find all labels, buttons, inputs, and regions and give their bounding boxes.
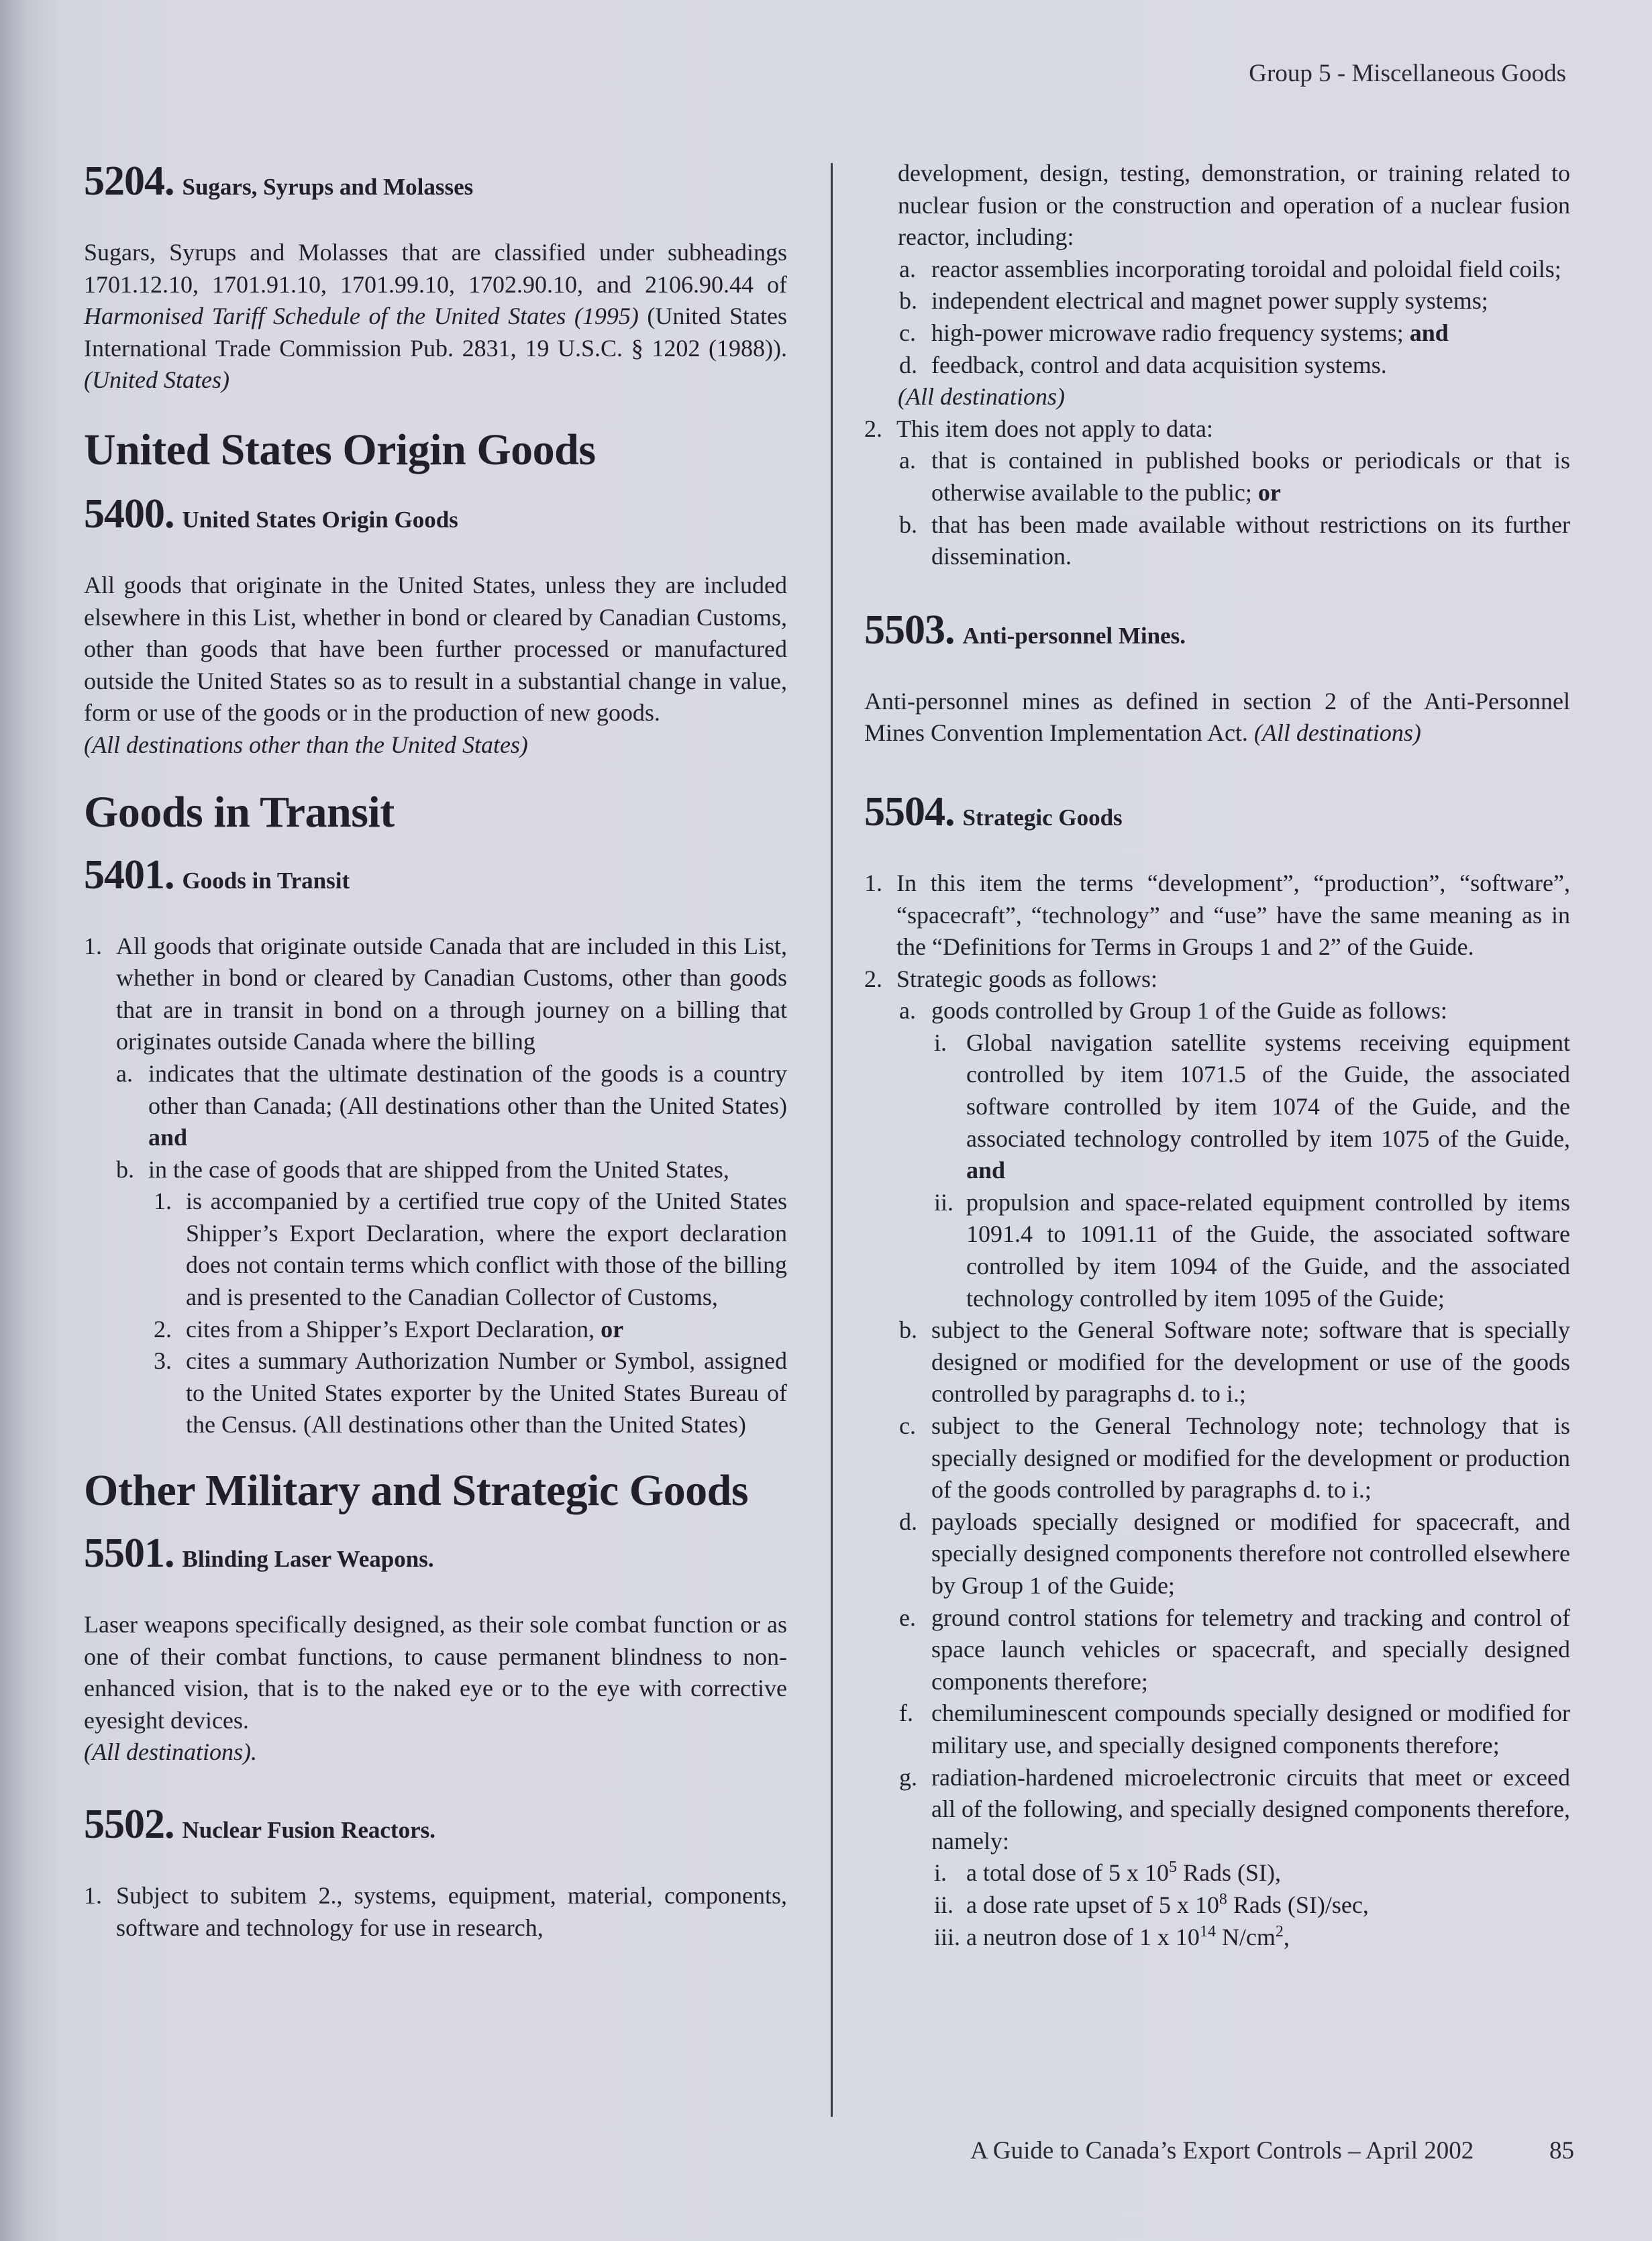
list-text: ground control stations for telemetry and tracking and control of space launch vehicles or spacecraft, and specially designed components therefore;	[931, 1604, 1570, 1695]
section-title: United States Origin Goods	[182, 506, 458, 533]
list-item	[84, 931, 787, 1058]
group-heading-us-origin: United States Origin Goods	[84, 425, 596, 474]
list-marker: ii.	[934, 1891, 954, 1918]
list-marker: 2.	[864, 415, 882, 442]
list-item	[864, 1187, 1570, 1314]
section-title: Blinding Laser Weapons.	[182, 1546, 434, 1573]
list-item	[864, 995, 1570, 1027]
list-text-part: cites from a Shipper’s Export Declaration,	[186, 1315, 601, 1343]
list-text-part: high-power microwave radio frequency systems;	[931, 319, 1410, 346]
list-item	[864, 1857, 1570, 1889]
list-item	[864, 963, 1570, 996]
exponent: 5	[1168, 1859, 1177, 1877]
left-column	[84, 158, 787, 1944]
list-text	[966, 1857, 1570, 1889]
list-marker: b.	[116, 1155, 134, 1183]
list-text: subject to the General Technology note; technology that is specially designed or modified for the development or production of the goods controlled by paragraphs d. to i.;	[931, 1412, 1570, 1504]
list-item	[864, 1922, 1570, 1954]
body-text: Sugars, Syrups and Molasses that are classified under subheadings 1701.12.10, 1701.91.10, 1701.99.10, 1702.90.10, and 2106.90.44 of	[84, 239, 787, 298]
list-text	[966, 1027, 1570, 1187]
conjunction: or	[601, 1315, 624, 1343]
list-item	[84, 1314, 787, 1346]
list-text	[931, 445, 1570, 509]
section-number: 5400.	[84, 490, 174, 537]
section-5401-heading	[84, 851, 787, 898]
destination-note: (All destinations)	[898, 383, 1065, 411]
list-item	[84, 1154, 787, 1186]
section-title: Sugars, Syrups and Molasses	[182, 174, 474, 200]
list-text: goods controlled by Group 1 of the Guide as follows:	[931, 997, 1447, 1025]
list-text: feedback, control and data acquisition systems.	[931, 351, 1387, 378]
section-number: 5503.	[864, 607, 955, 653]
list-text: Subject to subitem 2., systems, equipment, material, components, software and technology for use in research,	[116, 1882, 787, 1941]
list-marker: a.	[899, 447, 916, 474]
list-text	[966, 1922, 1570, 1954]
list-item	[84, 1880, 787, 1944]
section-title: Strategic Goods	[962, 804, 1123, 831]
list-text: subject to the General Software note; software that is specially designed or modified for the development or use of the goods controlled by paragraphs d. to i.;	[931, 1316, 1570, 1408]
list-marker: c.	[899, 319, 916, 346]
list-text: in the case of goods that are shipped from the United States,	[148, 1155, 729, 1183]
list-item	[864, 1410, 1570, 1506]
section-title: Anti-personnel Mines.	[962, 622, 1186, 649]
section-number: 5504.	[864, 788, 955, 835]
list-marker: c.	[899, 1412, 916, 1439]
conjunction: or	[1257, 478, 1281, 506]
list-text: reactor assemblies incorporating toroidal and poloidal field coils;	[931, 255, 1561, 282]
list-text-part: a dose rate upset of 5 x 10	[966, 1891, 1219, 1918]
list-text	[966, 1889, 1570, 1922]
list-item	[864, 1506, 1570, 1602]
list-text-part: indicates that the ultimate destination of the goods is a country other than Canada; (All destinations other than the United States)	[148, 1059, 787, 1119]
list-item	[864, 254, 1570, 286]
list-item	[864, 350, 1570, 382]
list-text-part: N/cm	[1215, 1923, 1276, 1950]
section-5400-heading	[84, 490, 787, 537]
list-text: Strategic goods as follows:	[896, 965, 1157, 992]
page-number: 85	[1549, 2137, 1574, 2165]
conjunction: and	[148, 1124, 188, 1151]
list-marker: i.	[934, 1029, 947, 1056]
list-text: All goods that originate outside Canada that are included in this List, whether in bond or cleared by Canadian Customs, other than goods that are in transit in bond on a through journey on a billing that originates outside Canada where the billing	[116, 932, 787, 1055]
list-item	[84, 1058, 787, 1154]
list-text: propulsion and space-related equipment controlled by items 1091.4 to 1091.11 of the Guide, the associated software controlled by item 1094 of the Guide, and the associated technology controlled by item 1095 of the Guide;	[966, 1188, 1570, 1312]
conjunction: and	[1409, 319, 1449, 346]
list-marker: ii.	[934, 1188, 954, 1216]
list-text: independent electrical and magnet power supply systems;	[931, 287, 1488, 315]
destination-note: (United States)	[84, 366, 229, 394]
section-5501-body: Laser weapons specifically designed, as their sole combat function or as one of their combat functions, to cause permanent blindness to non-enhanced vision, that is to the naked eye or to the eye with corrective eyesight devices.	[84, 1611, 787, 1734]
list-text: In this item the terms “development”, “production”, “software”, “spacecraft”, “technology” and “use” have the same meaning as in the “Definitions for Terms in Groups 1 and 2” of the Guide.	[896, 869, 1570, 961]
list-item	[864, 285, 1570, 317]
exponent: 2	[1275, 1922, 1284, 1940]
list-marker: b.	[899, 287, 917, 315]
list-item	[864, 317, 1570, 350]
section-number: 5401.	[84, 851, 174, 898]
group-heading-military: Other Military and Strategic Goods	[84, 1466, 749, 1516]
list-item	[864, 1314, 1570, 1410]
list-item	[864, 1602, 1570, 1698]
section-title: Nuclear Fusion Reactors.	[182, 1817, 435, 1843]
list-text	[186, 1314, 787, 1346]
list-item	[864, 1027, 1570, 1187]
list-marker: 2.	[154, 1315, 172, 1343]
list-text-part: a total dose of 5 x 10	[966, 1859, 1169, 1887]
list-text: chemiluminescent compounds specially designed or modified for military use, and specially designed components therefore;	[931, 1700, 1570, 1759]
list-text: This item does not apply to data:	[896, 415, 1213, 442]
exponent: 14	[1199, 1922, 1216, 1940]
list-item	[84, 1345, 787, 1441]
list-text-part: Global navigation satellite systems receiving equipment controlled by item 1071.5 of the Guide, the associated software controlled by item 1074 of the Guide, and the associated technology controlled by item 1075 of the Guide,	[966, 1029, 1570, 1152]
list-text: that has been made available without restrictions on its further dissemination.	[931, 511, 1570, 570]
body-text: (United States International Trade Commission Pub. 2831, 19 U.S.C. § 1202 (1988)).	[84, 303, 787, 362]
list-marker: 1.	[154, 1188, 172, 1215]
section-number: 5502.	[84, 1802, 174, 1847]
list-marker: 1.	[864, 869, 882, 896]
section-5204-heading	[84, 158, 787, 205]
section-5503-body	[864, 686, 1570, 749]
section-5503-heading	[864, 607, 1570, 654]
list-marker: a.	[899, 997, 916, 1025]
exponent: 8	[1219, 1890, 1227, 1908]
cited-publication: Harmonised Tariff Schedule of the United States (1995)	[84, 303, 639, 330]
list-marker: 3.	[154, 1347, 172, 1375]
list-item	[864, 868, 1570, 963]
column-divider	[831, 163, 833, 2117]
list-item	[864, 1889, 1570, 1922]
section-number: 5501.	[84, 1530, 174, 1577]
section-5400-body: All goods that originate in the United States, unless they are included elsewhere in this List, whether in bond or cleared by Canadian Customs, other than goods that have been further processed or manufactured outside the United States so as to result in a substantial change in value, form or use of the goods or in the production of new goods.	[84, 571, 787, 727]
destination-note: (All destinations).	[84, 1738, 257, 1766]
destination-note: (All destinations)	[1253, 719, 1421, 747]
list-item	[864, 509, 1570, 573]
section-5501-heading	[84, 1530, 787, 1577]
group-heading-transit: Goods in Transit	[84, 787, 395, 837]
section-5504-heading	[864, 788, 1570, 835]
list-text: cites a summary Authorization Number or Symbol, assigned to the United States exporter by the United States Bureau of the Census. (All destinations other than the United States)	[186, 1347, 787, 1439]
list-text	[148, 1058, 787, 1154]
list-item	[864, 445, 1570, 509]
destination-note: (All destinations other than the United States)	[84, 731, 528, 758]
list-item	[864, 1698, 1570, 1761]
section-title: Goods in Transit	[182, 867, 350, 894]
section-5502-continuation: development, design, testing, demonstration, or training related to nuclear fusion or the construction and operation of a nuclear fusion reactor, including:	[898, 160, 1570, 251]
list-marker: 1.	[84, 932, 102, 959]
list-text	[931, 317, 1570, 350]
list-marker: e.	[899, 1604, 916, 1631]
list-marker: d.	[899, 1508, 917, 1535]
list-text-part: Rads (SI),	[1176, 1859, 1281, 1887]
list-text: is accompanied by a certified true copy of the United States Shipper’s Export Declaration, where the export declaration does not contain terms which conflict with those of the billing and is presented to the Canadian Collector of Customs,	[186, 1188, 787, 1311]
section-5502-heading	[84, 1801, 787, 1848]
list-marker: 2.	[864, 965, 882, 992]
list-marker: a.	[899, 255, 916, 282]
list-marker: f.	[899, 1700, 913, 1727]
list-marker: d.	[899, 351, 917, 378]
conjunction: and	[966, 1157, 1006, 1184]
list-item	[864, 1762, 1570, 1858]
list-marker: 1.	[84, 1882, 102, 1909]
list-marker: a.	[116, 1059, 133, 1087]
list-marker: b.	[899, 1316, 917, 1344]
list-item	[84, 1186, 787, 1313]
list-marker: b.	[899, 511, 917, 538]
section-number: 5204.	[84, 158, 174, 204]
list-text-part: that is contained in published books or periodicals or that is otherwise available to the public;	[931, 447, 1570, 506]
list-item	[864, 413, 1570, 446]
right-column	[864, 158, 1570, 1953]
body-text: Anti-personnel mines as defined in section 2 of the Anti-Personnel Mines Convention Implementation Act.	[864, 687, 1570, 747]
list-marker: g.	[899, 1763, 917, 1791]
running-header: Group 5 - Miscellaneous Goods	[1249, 60, 1566, 87]
list-marker: iii.	[934, 1923, 961, 1950]
section-5204-body	[84, 237, 787, 397]
list-text-part: Rads (SI)/sec,	[1227, 1891, 1369, 1918]
list-text-part: ,	[1283, 1923, 1290, 1950]
list-text-part: a neutron dose of 1 x 10	[966, 1923, 1200, 1950]
footer-guide-title: A Guide to Canada’s Export Controls – April 2002	[970, 2137, 1474, 2165]
list-marker: i.	[934, 1859, 947, 1887]
list-text: payloads specially designed or modified for spacecraft, and specially designed components therefore not controlled elsewhere by Group 1 of the Guide;	[931, 1508, 1570, 1599]
page-footer	[970, 2136, 1574, 2165]
list-text: radiation-hardened microelectronic circuits that meet or exceed all of the following, and specially designed components therefore, namely:	[931, 1763, 1570, 1855]
